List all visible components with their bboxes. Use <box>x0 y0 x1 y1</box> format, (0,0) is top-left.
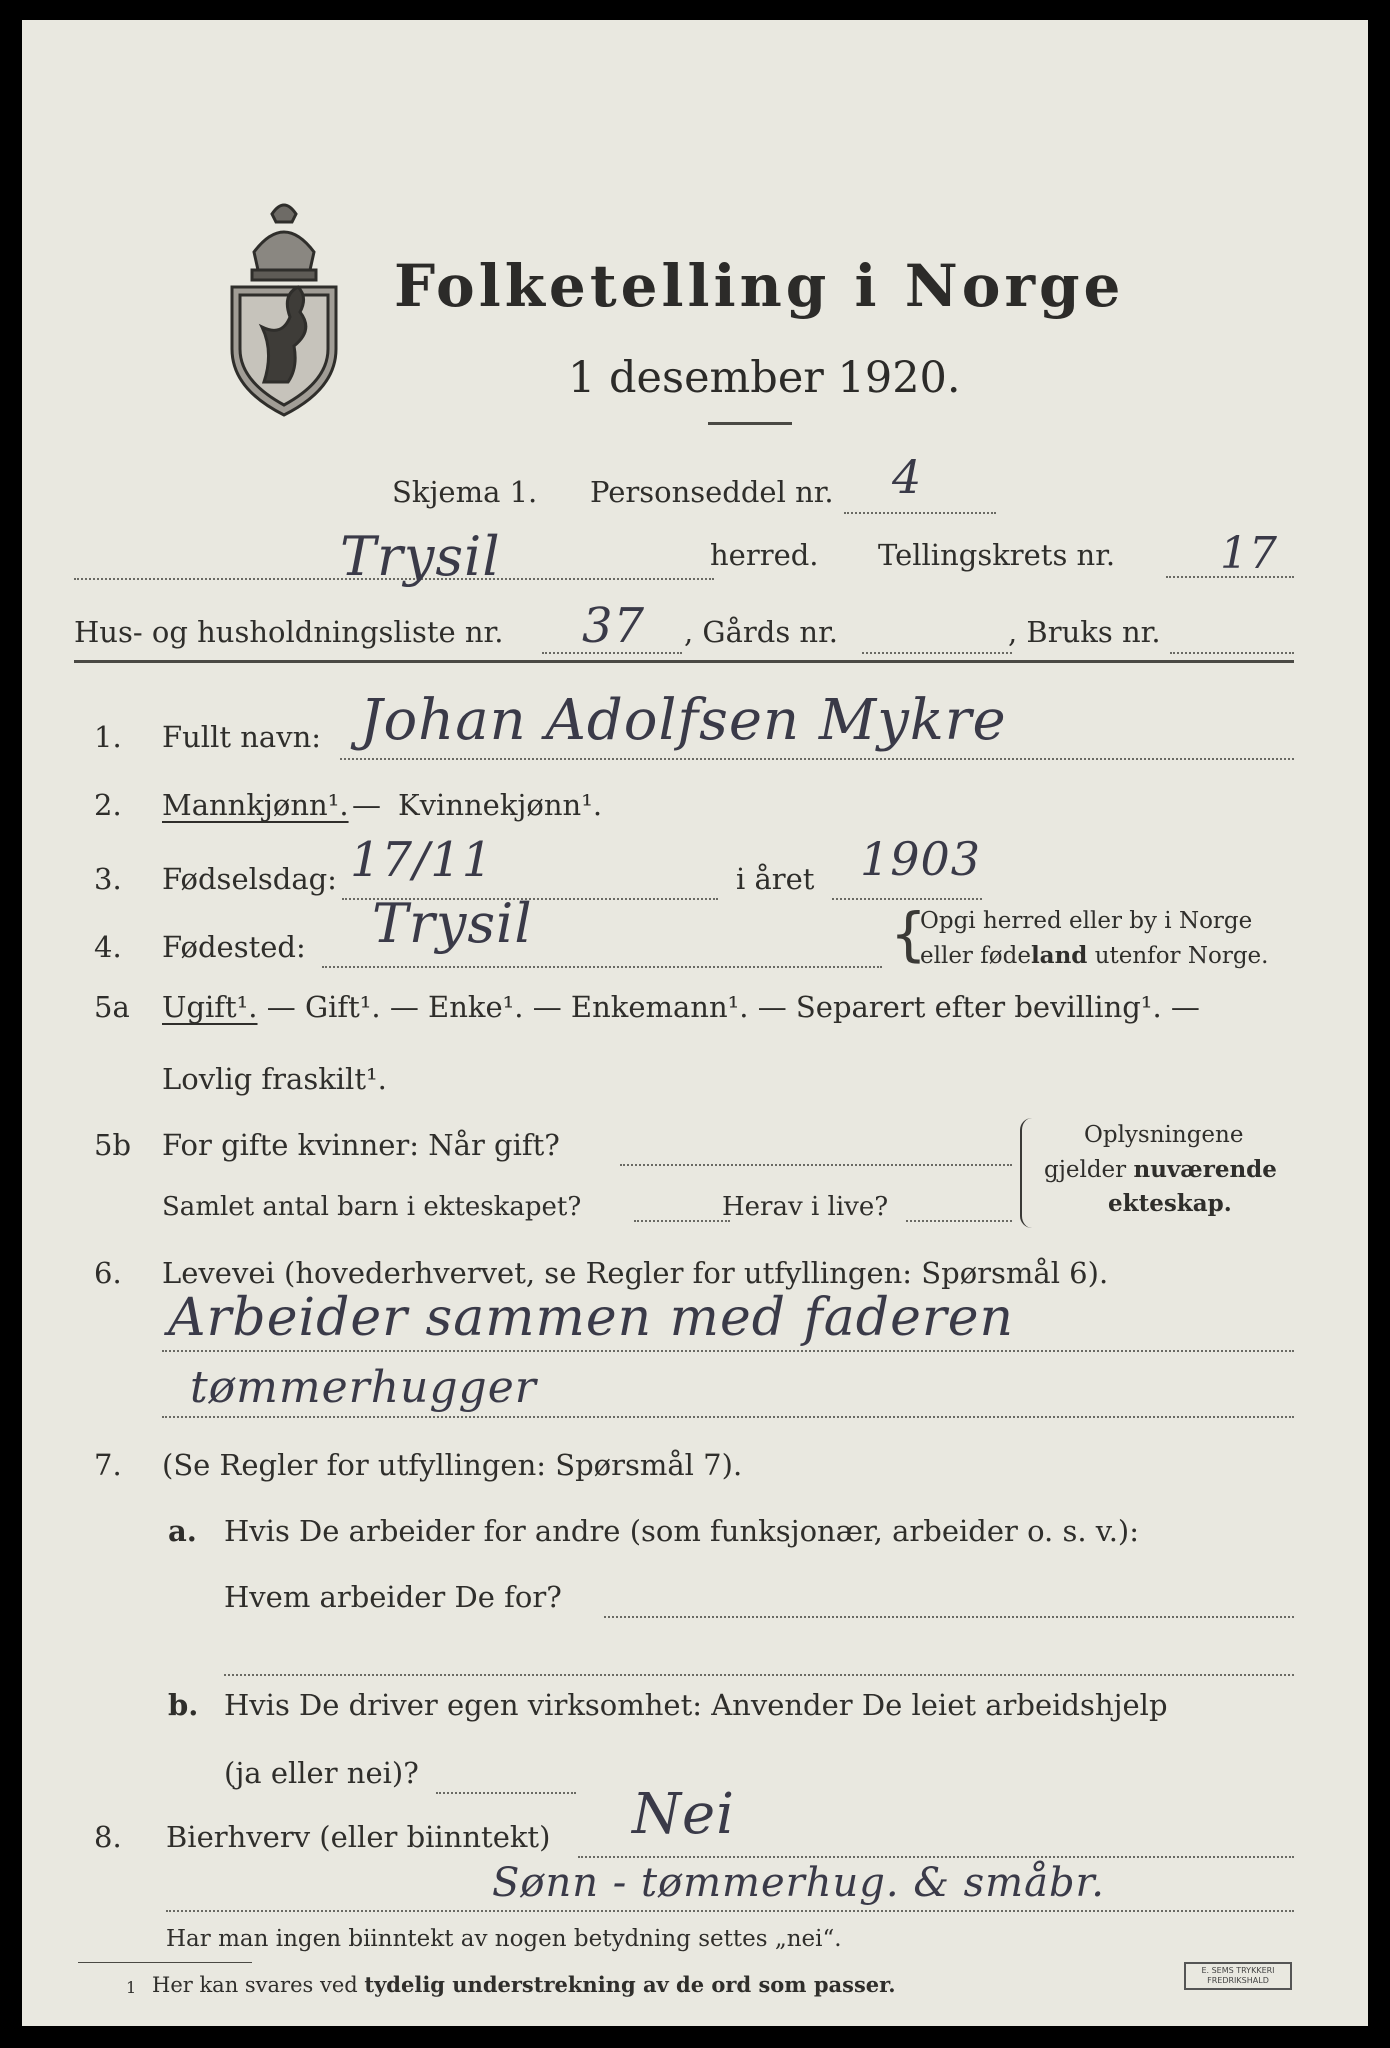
husliste-value[interactable]: 37 <box>582 598 646 654</box>
form-title: Folketelling i Norge <box>394 252 1125 320</box>
q5b-label2: Samlet antal barn i ekteskapet? <box>162 1192 582 1222</box>
q3-label: Fødselsdag: <box>162 862 337 896</box>
q4-note-brace: { <box>890 900 927 968</box>
q7a-line2 <box>224 1674 1294 1676</box>
q5b-note-line2 <box>1044 1156 1277 1183</box>
census-form <box>22 20 1368 2026</box>
q8-answer1[interactable]: Nei <box>632 1782 736 1847</box>
q4-line <box>322 966 882 968</box>
printer-stamp-line2: FREDRIKSHALD <box>1207 1976 1269 1985</box>
husliste-label: Hus- og husholdningsliste nr. <box>74 615 504 649</box>
q1-label: Fullt navn: <box>162 720 322 754</box>
q5b-note-line2-pre: gjelder <box>1044 1157 1134 1183</box>
gards-line <box>862 652 1012 654</box>
q5b-label1: For gifte kvinner: Når gift? <box>162 1128 560 1162</box>
gards-label: , Gårds nr. <box>684 615 838 649</box>
q4-birthplace[interactable]: Trysil <box>372 892 533 955</box>
q7a-question: Hvem arbeider De for? <box>224 1580 562 1614</box>
q3-number: 3. <box>94 862 122 896</box>
q4-label: Fødested: <box>162 930 306 964</box>
q5b-note-line2-bold: nuværende <box>1133 1156 1277 1183</box>
q5a-line2[interactable]: Lovlig fraskilt¹. <box>162 1062 387 1096</box>
q4-number: 4. <box>94 930 122 964</box>
q8-note: Har man ingen biinntekt av nogen betydning settes „nei“. <box>166 1926 842 1952</box>
q8-line2 <box>166 1910 1294 1912</box>
footnote-text <box>152 1972 896 1997</box>
q7b-letter: b. <box>168 1688 199 1722</box>
q5b-note-line3: ekteskap. <box>1108 1190 1232 1217</box>
header-divider <box>74 660 1294 663</box>
title-divider <box>708 422 792 425</box>
printer-stamp-line1: E. SEMS TRYKKERI <box>1201 1966 1275 1975</box>
q7-number: 7. <box>94 1448 122 1482</box>
q7-label: (Se Regler for utfyllingen: Spørsmål 7). <box>162 1448 743 1482</box>
q7b-question: (ja eller nei)? <box>224 1756 419 1790</box>
q7b-line <box>436 1792 576 1794</box>
q5b-note-bracket <box>1020 1118 1036 1228</box>
q5b-note-line1: Oplysningene <box>1084 1122 1244 1148</box>
q6-label: Levevei (hovederhvervet, se Regler for utfyllingen: Spørsmål 6). <box>162 1256 1109 1290</box>
q5b-alive-line <box>906 1220 1012 1222</box>
personseddel-value[interactable]: 4 <box>892 450 923 504</box>
q1-number: 1. <box>94 720 122 754</box>
schema-label: Skjema 1. <box>392 475 538 509</box>
q4-note-line2-pre: eller føde <box>920 943 1031 969</box>
tellingskrets-value[interactable]: 17 <box>1220 528 1278 579</box>
personseddel-label: Personseddel nr. <box>590 475 834 509</box>
q7a-letter: a. <box>168 1514 197 1548</box>
q5a-options <box>162 990 1200 1024</box>
q7b-text: Hvis De driver egen virksomhet: Anvender De leiet arbeidshjelp <box>224 1688 1168 1722</box>
q8-line1 <box>578 1856 1294 1858</box>
q3-birth-date[interactable]: 17/11 <box>350 832 494 888</box>
q1-full-name[interactable]: Johan Adolfsen Mykre <box>360 688 1007 753</box>
q4-note-line2-bold: land <box>1030 942 1088 969</box>
q3-year-label: i året <box>736 862 815 896</box>
coat-of-arms-icon <box>224 192 344 417</box>
q5b-married-line <box>620 1164 1012 1166</box>
footnote-text-bold: tydelig understrekning av de ord som passer. <box>364 1972 896 1997</box>
q5b-children-line <box>634 1220 730 1222</box>
q6-answer2[interactable]: tømmerhugger <box>190 1362 537 1413</box>
q4-note-line2 <box>920 942 1268 969</box>
q5a-number: 5a <box>94 990 130 1024</box>
q5a-ugift-option[interactable]: Ugift¹. <box>162 990 258 1024</box>
q4-note-line1: Opgi herred eller by i Norge <box>920 908 1253 934</box>
q2-separator: — <box>352 788 381 822</box>
q2-male-option[interactable]: Mannkjønn¹. <box>162 788 349 822</box>
q2-number: 2. <box>94 788 122 822</box>
herred-label: herred. <box>710 538 819 572</box>
q5a-other-options[interactable]: — Gift¹. — Enke¹. — Enkemann¹. — Separert efter bevilling¹. — <box>257 990 1200 1024</box>
q1-line <box>340 758 1294 760</box>
footnote-rule <box>78 1962 252 1963</box>
q2-female-option[interactable]: Kvinnekjønn¹. <box>398 788 603 822</box>
q8-number: 8. <box>94 1820 122 1854</box>
q7a-text: Hvis De arbeider for andre (som funksjonær, arbeider o. s. v.): <box>224 1514 1140 1548</box>
form-date: 1 desember 1920. <box>568 353 961 403</box>
q7a-line1 <box>604 1616 1294 1618</box>
q3-birth-year[interactable]: 1903 <box>860 832 982 886</box>
q5b-label3: Herav i live? <box>722 1192 889 1222</box>
q6-number: 6. <box>94 1256 122 1290</box>
herred-value[interactable]: Trysil <box>340 525 501 588</box>
q8-label: Bierhverv (eller biinntekt) <box>166 1820 551 1854</box>
q4-note-line2-post: utenfor Norge. <box>1087 943 1269 969</box>
q6-answer-line2 <box>162 1416 1294 1418</box>
q6-answer-line1 <box>162 1350 1294 1352</box>
footnote-marker: 1 <box>126 1978 137 1997</box>
q6-answer1[interactable]: Arbeider sammen med faderen <box>168 1288 1014 1348</box>
personseddel-line <box>844 512 996 514</box>
q8-answer2[interactable]: Sønn - tømmerhug. & småbr. <box>492 1860 1105 1906</box>
tellingskrets-label: Tellingskrets nr. <box>878 538 1116 572</box>
printer-stamp <box>1184 1962 1292 1990</box>
q5b-number: 5b <box>94 1128 132 1162</box>
footnote-text-pre: Her kan svares ved <box>152 1973 365 1997</box>
bruks-line <box>1170 652 1294 654</box>
bruks-label: , Bruks nr. <box>1008 615 1161 649</box>
